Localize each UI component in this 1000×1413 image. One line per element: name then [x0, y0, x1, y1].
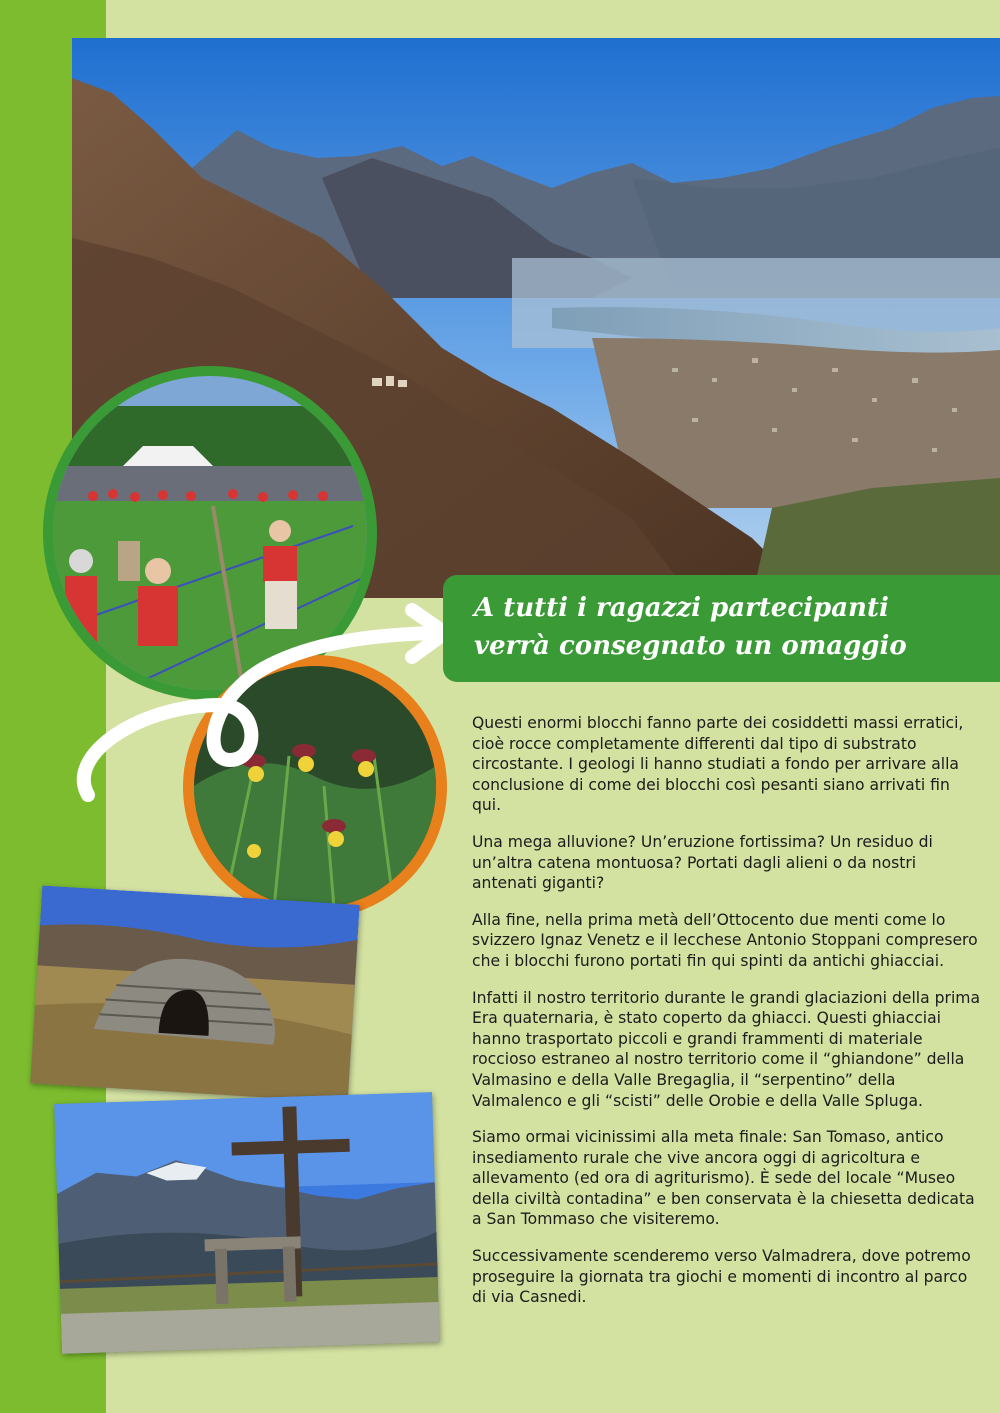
- paragraph: Successivamente scenderemo verso Valmadrera, dove potremo proseguire la giornata tra giochi e momenti di incontro al parco di via Casnedi.: [472, 1247, 971, 1307]
- paragraph: Una mega alluvione? Un’eruzione fortissima? Un residuo di un’altra catena montuosa? Portati dagli alieni o da nostri antenati giganti?: [472, 832, 933, 893]
- stone-hut-photo: [30, 885, 359, 1102]
- curved-arrow-icon: [60, 585, 460, 835]
- paragraph: Infatti il nostro territorio durante le grandi glaciazioni della prima Era quaternaria, è stato coperto da ghiacci. Questi ghiacciai hanno trasportato piccoli e grandi frammenti di materiale roccioso estraneo al nostro territorio come il “ghiandone” della Valmasino e della Valle Bregaglia, il “serpentino” della Valmalenco e gli “scisti” delle Orobie e della Valle Spluga.: [472, 988, 981, 1110]
- mountain-cross-photo: [54, 1092, 440, 1354]
- banner-line-1: A tutti i ragazzi partecipanti: [474, 593, 889, 623]
- left-green-stripe-top: [0, 0, 72, 38]
- paragraph: Questi enormi blocchi fanno parte dei cosiddetti massi erratici, cioè rocce completamente differenti dal tipo di substrato circostante. I geologi li hanno studiati a fondo per arrivare alla conclusione di come dei blocchi così pesanti siano arrivati fin qui.: [472, 714, 964, 815]
- paragraph: Siamo ormai vicinissimi alla meta finale: San Tomaso, antico insediamento rurale che vive ancora oggi di agricoltura e allevamento (ed ora di agriturismo). È sede del locale “Museo della civiltà contadina” e ben conservata è la chiesetta dedicata a San Tommaso che visiteremo.: [472, 1128, 975, 1229]
- article-body: [472, 713, 982, 1324]
- gift-announcement-banner: [443, 575, 1000, 682]
- paragraph: Alla fine, nella prima metà dell’Ottocento due menti come lo svizzero Ignaz Venetz e il lecchese Antonio Stoppani compresero che i blocchi furono portati fin qui spinti da antichi ghiacciai.: [472, 910, 978, 970]
- banner-line-2: verrà consegnato un omaggio: [474, 631, 907, 661]
